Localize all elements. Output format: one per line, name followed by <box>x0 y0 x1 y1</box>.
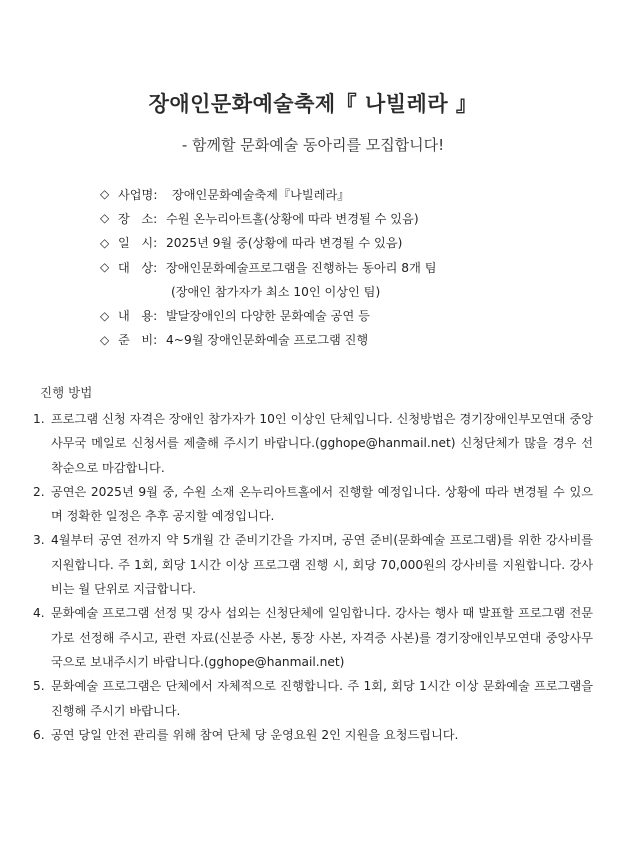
info-item-target <box>100 255 570 279</box>
list-item <box>33 407 593 480</box>
diamond-bullet-icon: ◇ <box>100 187 110 202</box>
info-value: 장애인문화예술프로그램을 진행하는 동아리 8개 팀 <box>166 260 437 275</box>
section-title: 진행 방법 <box>40 385 93 400</box>
step-number: 1. <box>33 412 45 426</box>
info-value: 장애인문화예술축제『나빌레라』 <box>172 187 350 202</box>
info-value: 수원 온누리아트홀(상황에 따라 변경될 수 있음) <box>166 211 419 226</box>
info-item-place <box>100 206 570 230</box>
info-label: 일 시: <box>118 236 158 251</box>
diamond-bullet-icon: ◇ <box>100 235 110 250</box>
step-number: 5. <box>33 679 45 694</box>
info-value: 발달장애인의 다양한 문화예술 공연 등 <box>166 309 370 324</box>
step-text: 문화예술 프로그램 선정 및 강사 섭외는 신청단체에 일임합니다. 강사는 행사 때 발표할 프로그램 전문가로 선정해 주시고, 관련 자료(신분증 사본, 통장 사본, 자격증 사본)를 경기장애인부모연대 중앙사무국으로 보내주시기 바랍니다.(gghope@hanmail.net) <box>51 606 593 669</box>
diamond-bullet-icon: ◇ <box>100 211 110 226</box>
info-label: 내 용: <box>118 309 158 324</box>
info-label: 준 비: <box>118 333 158 348</box>
list-item <box>33 601 593 674</box>
page-title: 장애인문화예술축제『 나빌레라 』 <box>148 92 478 116</box>
info-value: 4~9월 장애인문화예술 프로그램 진행 <box>166 333 369 348</box>
diamond-bullet-icon: ◇ <box>100 260 110 275</box>
step-number: 3. <box>33 533 45 548</box>
list-item <box>33 723 593 747</box>
info-value: 2025년 9월 중(상황에 따라 변경될 수 있음) <box>166 236 403 251</box>
diamond-bullet-icon: ◇ <box>100 308 110 323</box>
info-item-target-note <box>100 279 570 303</box>
step-text: 공연은 2025년 9월 중, 수원 소재 온누리아트홀에서 진행할 예정입니다. 상황에 따라 변경될 수 있으며 정확한 일정은 추후 공지할 예정입니다. <box>51 484 593 524</box>
step-text: 4월부터 공연 전까지 약 5개월 간 준비기간을 가지며, 공연 준비(문화예술 프로그램)를 위한 강사비를 지원합니다. 주 1회, 회당 1시간 이상 프로그램 진행 시, 회당 70,000원의 강사비를 지원합니다. 강사비는 월 단위로 지급합니다. <box>51 533 593 597</box>
step-text: 공연 당일 안전 관리를 위해 참여 단체 당 운영요원 2인 지원을 요청드립니다. <box>51 727 459 742</box>
info-value: (장애인 참가자가 최소 10인 이상인 팀) <box>171 284 381 299</box>
info-item-date <box>100 231 570 255</box>
step-number: 2. <box>33 484 45 499</box>
info-label: 장 소: <box>118 211 158 226</box>
list-item <box>33 480 593 529</box>
info-label: 사업명: <box>118 187 158 202</box>
info-item-content <box>100 303 570 327</box>
step-text: 프로그램 신청 자격은 장애인 참가자가 10인 이상인 단체입니다. 신청방법은 경기장애인부모연대 중앙사무국 메일로 신청서를 제출해 주시기 바랍니다.(gghope@hanmail.net) 신청단체가 많을 경우 선착순으로 마감합니다. <box>51 412 593 475</box>
list-item <box>33 674 593 723</box>
step-number: 4. <box>33 606 45 621</box>
info-item-prep <box>100 328 570 352</box>
info-label: 대 상: <box>118 260 158 275</box>
page-subtitle: - 함께할 문화예술 동아리를 모집합니다! <box>181 136 445 154</box>
info-item-name <box>100 182 570 206</box>
info-list <box>100 182 570 352</box>
steps-list <box>33 407 593 747</box>
step-text: 문화예술 프로그램은 단체에서 자체적으로 진행합니다. 주 1회, 회당 1시간 이상 문화예술 프로그램을 진행해 주시기 바랍니다. <box>51 679 593 718</box>
step-number: 6. <box>33 727 45 742</box>
list-item <box>33 528 593 601</box>
diamond-bullet-icon: ◇ <box>100 332 110 347</box>
